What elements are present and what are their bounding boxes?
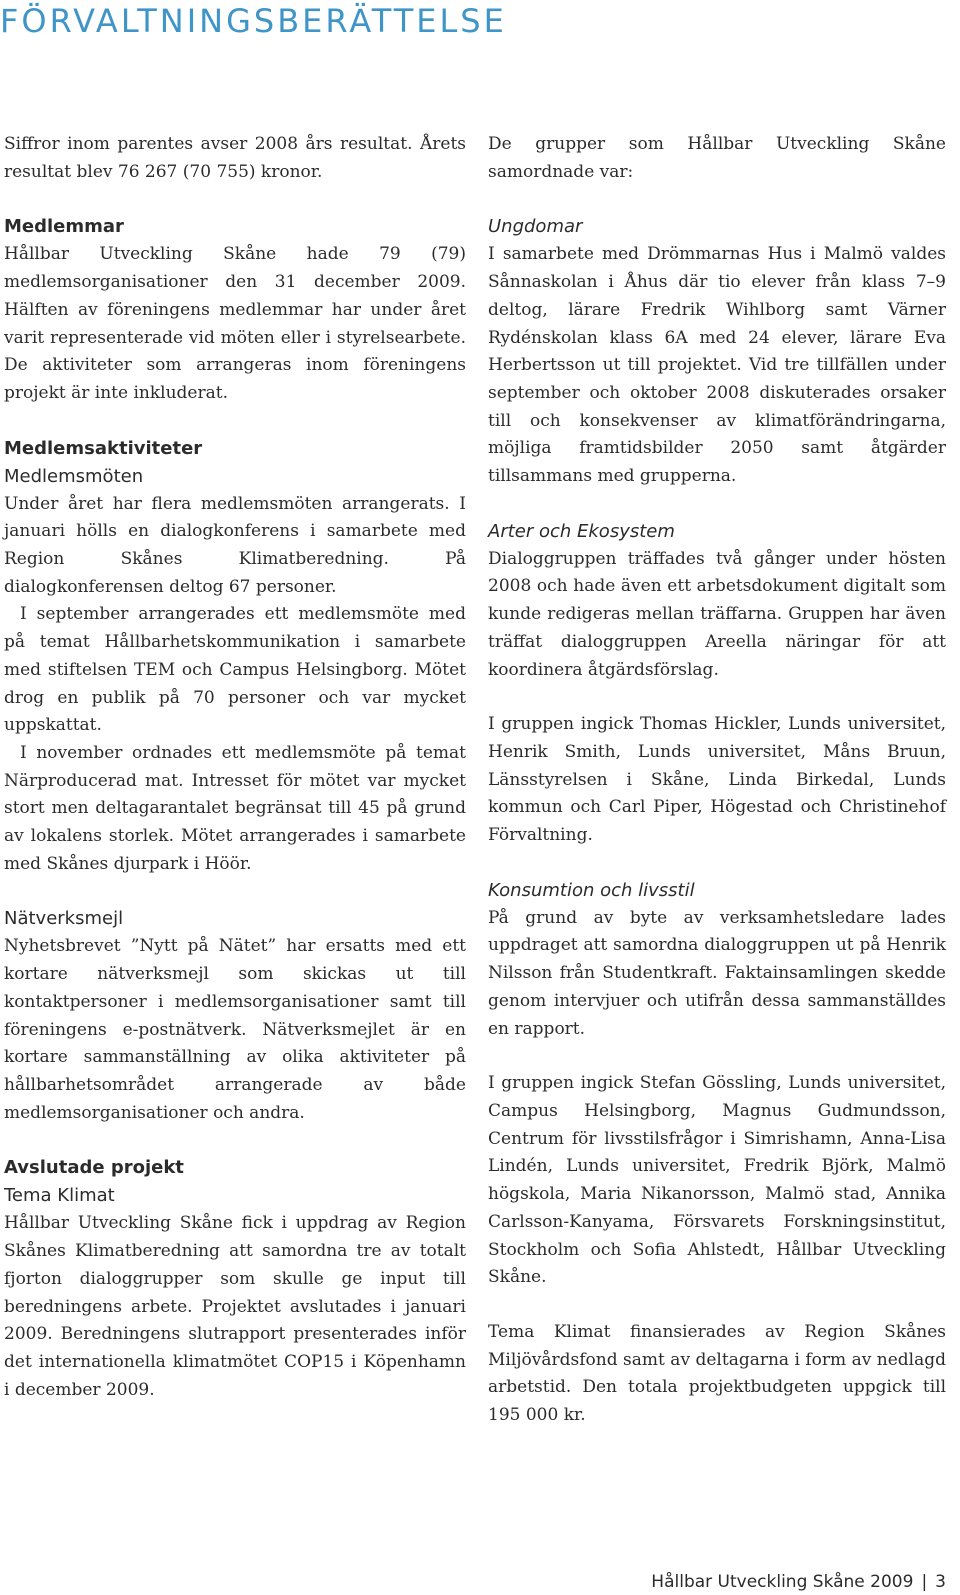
natverksmejl-heading: Nätverksmejl	[4, 908, 124, 930]
natverksmejl-paragraph: Nyhetsbrevet ”Nytt på Nätet” har ersatts med ett kortare nätverksmejl som skickas ut till kontaktpersoner i medlemsorganisationer samt till föreningens e-postnätverk. Nätverksmejlet är en kortare sammanställning av olika aktiviteter på hållbarhetsområdet arrangerade av både medlemsorganisationer och andra.	[4, 936, 466, 1123]
footer-separator: |	[921, 1572, 928, 1592]
footer-publication: Hållbar Utveckling Skåne 2009	[651, 1572, 914, 1592]
konsumtion-paragraph: På grund av byte av verksamhetsledare lades uppdraget att samordna dialoggruppen ut på Henrik Nilsson från Studentkraft. Faktainsamlingen skedde genom intervjuer och utifrån dessa sammanställdes en rapport.	[488, 907, 946, 1039]
intro-paragraph: Siffror inom parentes avser 2008 års resultat. Årets resultat blev 76 267 (70 755) kronor.	[4, 134, 466, 182]
funding-paragraph: Tema Klimat finansierades av Region Skånes Miljövårdsfond samt av deltagarna i form av nedlagd arbetstid. Den totala projektbudgeten uppgick till 195 000 kr.	[488, 1321, 946, 1426]
medlemsmoten-paragraph: I november ordnades ett medlemsmöte på temat Närproducerad mat. Intresset för mötet var mycket stort men deltagarantalet begränsat till 45 på grund av lokalens storlek. Mötet arrangerades i samarbete med Skånes djurpark i Höör.	[4, 742, 466, 874]
medlemsmoten-subheading: Medlemsmöten	[4, 465, 144, 487]
left-column	[4, 131, 466, 1404]
ungdomar-paragraph: I samarbete med Drömmarnas Hus i Malmö valdes Sånnaskolan i Åhus där tio elever från klass 7–9 deltog, lärare Fredrik Wihlborg samt Värner Rydénskolan klass 6A med 24 elever, lärare Eva Herbertsson ut till projektet. Vid tre tillfällen under september och oktober 2008 diskuterades orsaker till och konsekvenser av klimatförändringarna, möjliga framtidsbilder 2050 samt åtgärder tillsammans med grupperna.	[488, 244, 946, 487]
right-column	[488, 131, 946, 1430]
medlemsmoten-paragraph: Under året har flera medlemsmöten arrangerats. I januari hölls en dialogkonferens i samarbete med Region Skånes Klimatberedning. På dialogkonferensen deltog 67 personer.	[4, 493, 466, 597]
konsumtion-heading: Konsumtion och livsstil	[488, 879, 695, 901]
arter-heading: Arter och Ekosystem	[488, 520, 675, 542]
page-title: FÖRVALTNINGSBERÄTTELSE	[0, 2, 507, 40]
groups-intro-paragraph: De grupper som Hållbar Utveckling Skåne samordnade var:	[488, 134, 946, 182]
ungdomar-heading: Ungdomar	[488, 216, 583, 238]
avslutade-projekt-heading: Avslutade projekt	[4, 1157, 184, 1179]
konsumtion-members-paragraph: I gruppen ingick Stefan Gössling, Lunds universitet, Campus Helsingborg, Magnus Gudmundsson, Centrum för livsstilsfrågor i Simrishamn, Anna-Lisa Lindén, Lunds universitet, Fredrik Björk, Malmö högskola, Maria Nikanorsson, Malmö stad, Annika Carlsson-Kanyama, Försvarets Forskningsinstitut, Stockholm och Sofia Ahlstedt, Hållbar Utveckling Skåne.	[488, 1073, 946, 1288]
arter-paragraph: Dialoggruppen träffades två gånger under hösten 2008 och hade även ett arbetsdokument digitalt som kunde redigeras mellan träffarna. Gruppen har även träffat dialoggruppen Areella näringar för att koordinera åtgärdsförslag.	[488, 548, 946, 680]
page-number: 3	[935, 1572, 946, 1592]
tema-klimat-subheading: Tema Klimat	[4, 1185, 115, 1207]
medlemsaktiviteter-heading: Medlemsaktiviteter	[4, 437, 203, 459]
page-footer	[651, 1572, 946, 1592]
medlemsmoten-paragraph: I september arrangerades ett medlemsmöte med på temat Hållbarhetskommunikation i samarbete med stiftelsen TEM och Campus Helsingborg. Mötet drog en publik på 70 personer och var mycket uppskattat.	[4, 604, 466, 736]
tema-klimat-paragraph: Hållbar Utveckling Skåne fick i uppdrag av Region Skånes Klimatberedning att samordna tre av totalt fjorton dialoggrupper som skulle ge input till beredningens arbete. Projektet avslutades i januari 2009. Beredningens slutrapport presenterades inför det internationella klimatmötet COP15 i Köpenhamn i december 2009.	[4, 1213, 466, 1400]
medlemmar-heading: Medlemmar	[4, 216, 124, 238]
arter-members-paragraph: I gruppen ingick Thomas Hickler, Lunds universitet, Henrik Smith, Lunds universitet, Måns Bruun, Länsstyrelsen i Skåne, Linda Birkedal, Lunds kommun och Carl Piper, Högestad och Christinehof Förvaltning.	[488, 714, 946, 846]
medlemmar-paragraph: Hållbar Utveckling Skåne hade 79 (79) medlemsorganisationer den 31 december 2009. Hälften av föreningens medlemmar har under året varit representerade vid möten eller i styrelsearbete. De aktiviteter som arrangeras inom föreningens projekt är inte inkluderat.	[4, 244, 466, 403]
